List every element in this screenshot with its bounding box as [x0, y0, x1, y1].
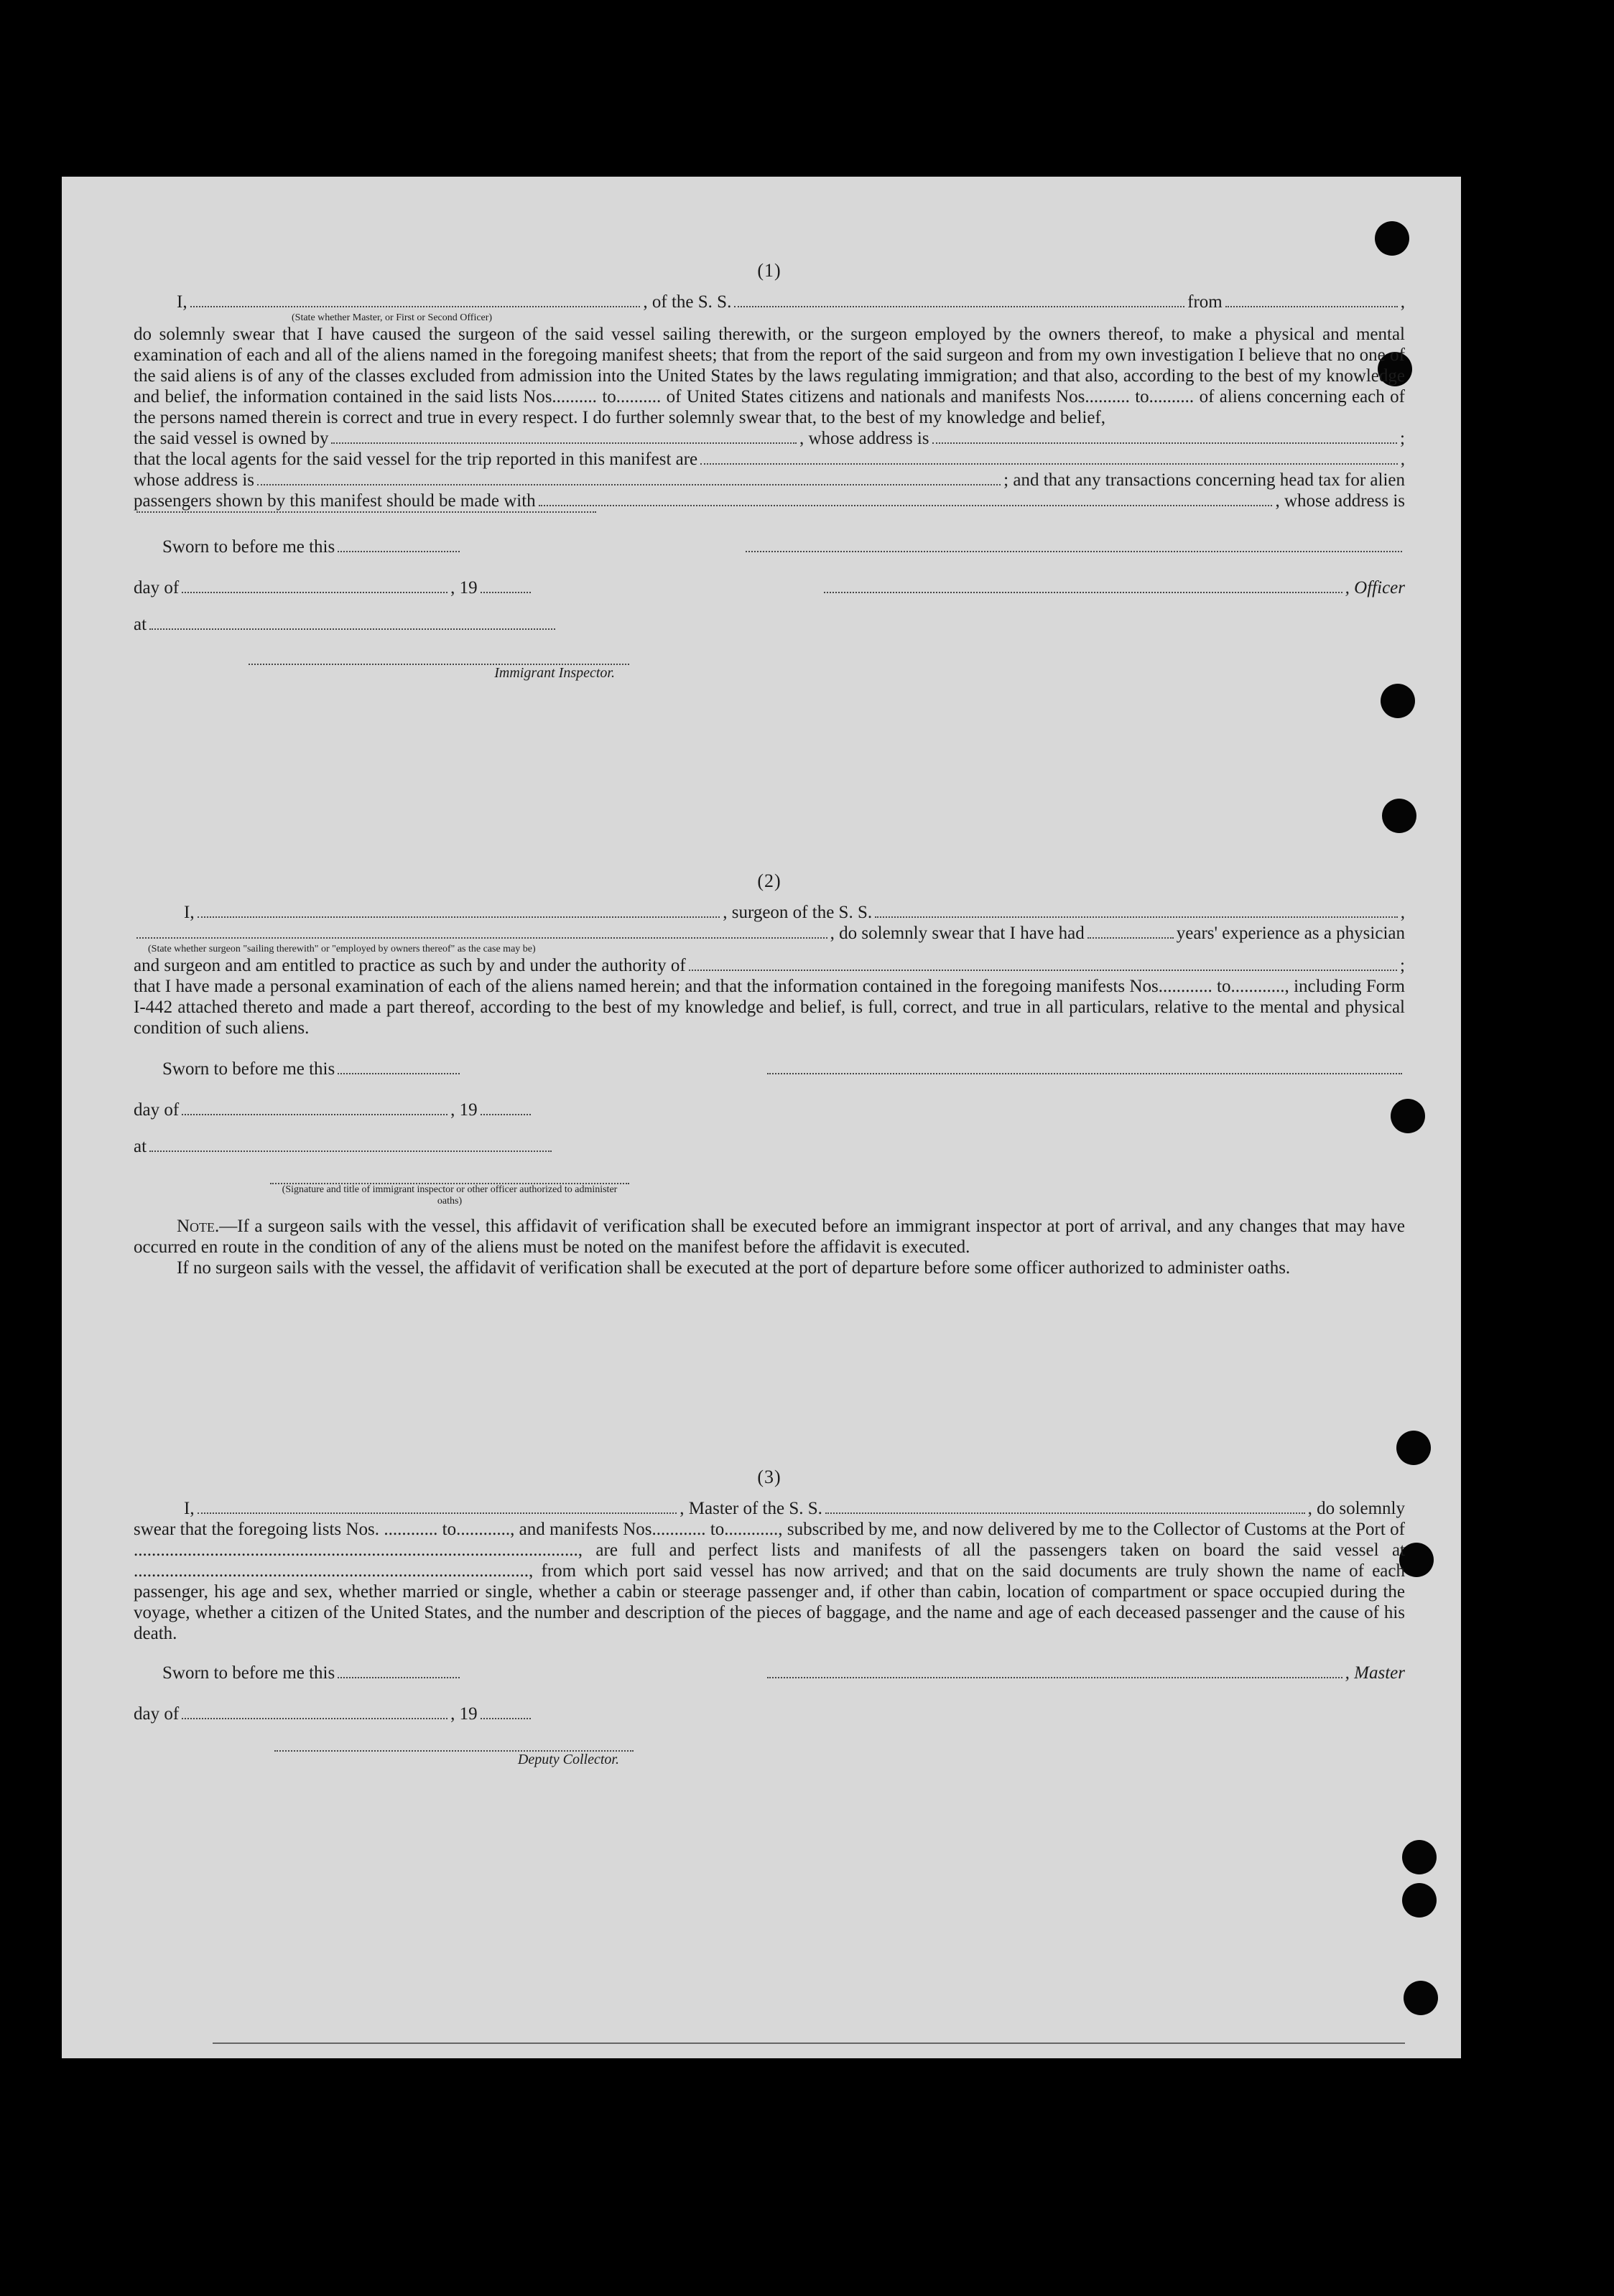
- at-line: at: [134, 1136, 1405, 1157]
- head-tax-party-field[interactable]: [539, 505, 1273, 506]
- binder-hole: [1381, 684, 1415, 718]
- officer-signature-field[interactable]: [824, 592, 1342, 593]
- note-block: [134, 1216, 1405, 1278]
- from-port-field[interactable]: [1225, 306, 1398, 307]
- local-agents-field[interactable]: [700, 463, 1398, 465]
- officer-rank-note: (State whether Master, or First or Second Officer): [292, 312, 493, 323]
- month-field[interactable]: [182, 592, 447, 593]
- day-of-line: day of , 19: [134, 1704, 1405, 1724]
- officer-signature-top-field[interactable]: [746, 551, 1402, 552]
- sworn-day-field[interactable]: [338, 551, 460, 552]
- day-of-line: day of , 19 , Officer: [134, 578, 1405, 598]
- surgeon-signature-field[interactable]: [767, 1073, 1402, 1074]
- inspector-signature: Immigrant Inspector.: [249, 664, 629, 682]
- year-field[interactable]: [481, 1114, 531, 1115]
- note-text-2: If no surgeon sails with the vessel, the affidavit of verification shall be executed at the port of departure before some officer authorized to administer oaths.: [177, 1258, 1291, 1278]
- inspector-signature: (Signature and title of immigrant inspector or other officer authorized to administer oaths): [270, 1183, 629, 1207]
- officer-name-field[interactable]: [190, 306, 641, 307]
- head-tax-address-field[interactable]: [136, 511, 596, 513]
- agent-address-field[interactable]: [257, 484, 1001, 485]
- section-number: (1): [757, 260, 782, 281]
- section-number: (2): [757, 870, 782, 891]
- binder-hole: [1375, 221, 1409, 256]
- sworn-day-field[interactable]: [338, 1073, 460, 1074]
- year-field[interactable]: [481, 1718, 531, 1719]
- binder-hole: [1402, 1883, 1437, 1918]
- authority-line: and surgeon and am entitled to practice as such by and under the authority of ;: [134, 956, 1405, 975]
- section-number: (3): [757, 1467, 782, 1487]
- bottom-rule: [213, 2042, 1405, 2044]
- surgeon-oath-paragraph: that I have made a personal examination of each of the aliens named herein; and that the information contained in the foregoing manifests Nos............ to............, including Form I-442 attached thereto and made a part thereof, according to the best of my knowledge and belief, is full, correct, and true in all particulars, relative to the mental and physical condition of such aliens.: [134, 977, 1405, 1038]
- month-field[interactable]: [182, 1114, 447, 1115]
- sworn-line: Sworn to before me this , Master: [162, 1663, 1405, 1683]
- officer-line: I, , of the S. S. from ,: [177, 292, 1405, 312]
- oath-paragraph: do solemnly swear that I have caused the surgeon of the said vessel sailing therewith, or the surgeon employed by the owners thereof, to make a physical and mental examination of each and all of the aliens named in the foregoing manifest sheets; that from the report of the said surgeon and from my own investigation I believe that no one of the said aliens is of any of the classes excluded from admission into the United States by the laws regulating immigration; and that also, according to the best of my knowledge and belief, the information contained in the said lists Nos.......... to.......... of United States citizens and nationals and manifests Nos.......... to.......... of aliens concerning each of the persons named therein is correct and true in every respect. I do further solemnly swear that, to the best of my knowledge and belief,: [134, 325, 1405, 427]
- binder-hole: [1382, 799, 1416, 833]
- master-vessel-field[interactable]: [825, 1512, 1305, 1514]
- head-tax-line: passengers shown by this manifest should be made with , whose address is: [134, 491, 1405, 511]
- note-text-1: —If a surgeon sails with the vessel, this affidavit of verification shall be executed before an immigrant inspector at port of arrival, and any changes that may have occurred en route in the condition of any of the aliens must be noted on the manifest before the affidavit is executed.: [134, 1217, 1405, 1257]
- place-field[interactable]: [149, 1151, 552, 1152]
- owner-line: the said vessel is owned by , whose address is ;: [134, 429, 1405, 448]
- sworn-line: Sworn to before me this: [134, 536, 1405, 557]
- binder-hole: [1404, 1981, 1438, 2015]
- sworn-line: Sworn to before me this: [134, 1059, 1405, 1079]
- year-field[interactable]: [481, 592, 531, 593]
- at-line: at: [134, 614, 1405, 635]
- surgeon-name-field[interactable]: [198, 916, 720, 918]
- section-2-surgeon-affidavit: [134, 870, 1405, 1278]
- surgeon-line: I, , surgeon of the S. S. ,: [184, 903, 1406, 922]
- binder-hole: [1396, 1431, 1431, 1465]
- experience-line: , do solemnly swear that I have had years' experience as a physician: [134, 923, 1405, 944]
- note-label: Note.: [177, 1217, 220, 1236]
- agents-line: that the local agents for the said vessel for the trip reported in this manifest are ,: [134, 450, 1405, 469]
- owner-address-field[interactable]: [932, 442, 1398, 444]
- surgeon-status-field[interactable]: [136, 937, 827, 939]
- place-field[interactable]: [149, 628, 555, 630]
- form-page: [62, 177, 1461, 2058]
- agent-address-line: whose address is ; and that any transactions concerning head tax for alien: [134, 470, 1405, 490]
- master-signature-field[interactable]: [767, 1677, 1342, 1678]
- month-field[interactable]: [182, 1718, 447, 1719]
- collector-signature: Deputy Collector.: [274, 1750, 634, 1768]
- master-oath-paragraph: swear that the foregoing lists Nos. ............ to............, and manifests Nos............ to............, subscribed by me, and now delivered by me to the Collector of Customs at the Port of ..................................................................................................., are full and perfect lists and manifests of all the passengers taken on board the said vessel at ........................................................................................, from which port said vessel has now arrived; and that on the said documents are truly shown the name of each passenger, his age and sex, whether married or single, whether a cabin or steerage passenger and, if other than cabin, location of compartment or space occupied during the voyage, whether a citizen of the United States, and the number and description of the pieces of baggage, and the name and age of each deceased passenger and the cause of his death.: [134, 1520, 1405, 1643]
- surgeon-vessel-field[interactable]: [875, 916, 1398, 918]
- day-of-line: day of , 19: [134, 1100, 1405, 1120]
- vessel-owner-field[interactable]: [331, 442, 797, 444]
- sworn-day-field[interactable]: [338, 1677, 460, 1678]
- vessel-name-field[interactable]: [734, 306, 1184, 307]
- section-1-master-affidavit: [134, 260, 1405, 682]
- binder-hole: [1402, 1840, 1437, 1874]
- head-tax-address-line: [134, 511, 1405, 518]
- surgeon-status-note: (State whether surgeon "sailing therewith" or "employed by owners thereof" as the case may be): [148, 944, 536, 954]
- authority-field[interactable]: [689, 970, 1397, 971]
- years-experience-field[interactable]: [1087, 937, 1174, 939]
- master-name-field[interactable]: [198, 1512, 677, 1514]
- section-3-master-verification: [134, 1467, 1405, 1768]
- master-line: I, , Master of the S. S. , do solemnly: [184, 1499, 1406, 1518]
